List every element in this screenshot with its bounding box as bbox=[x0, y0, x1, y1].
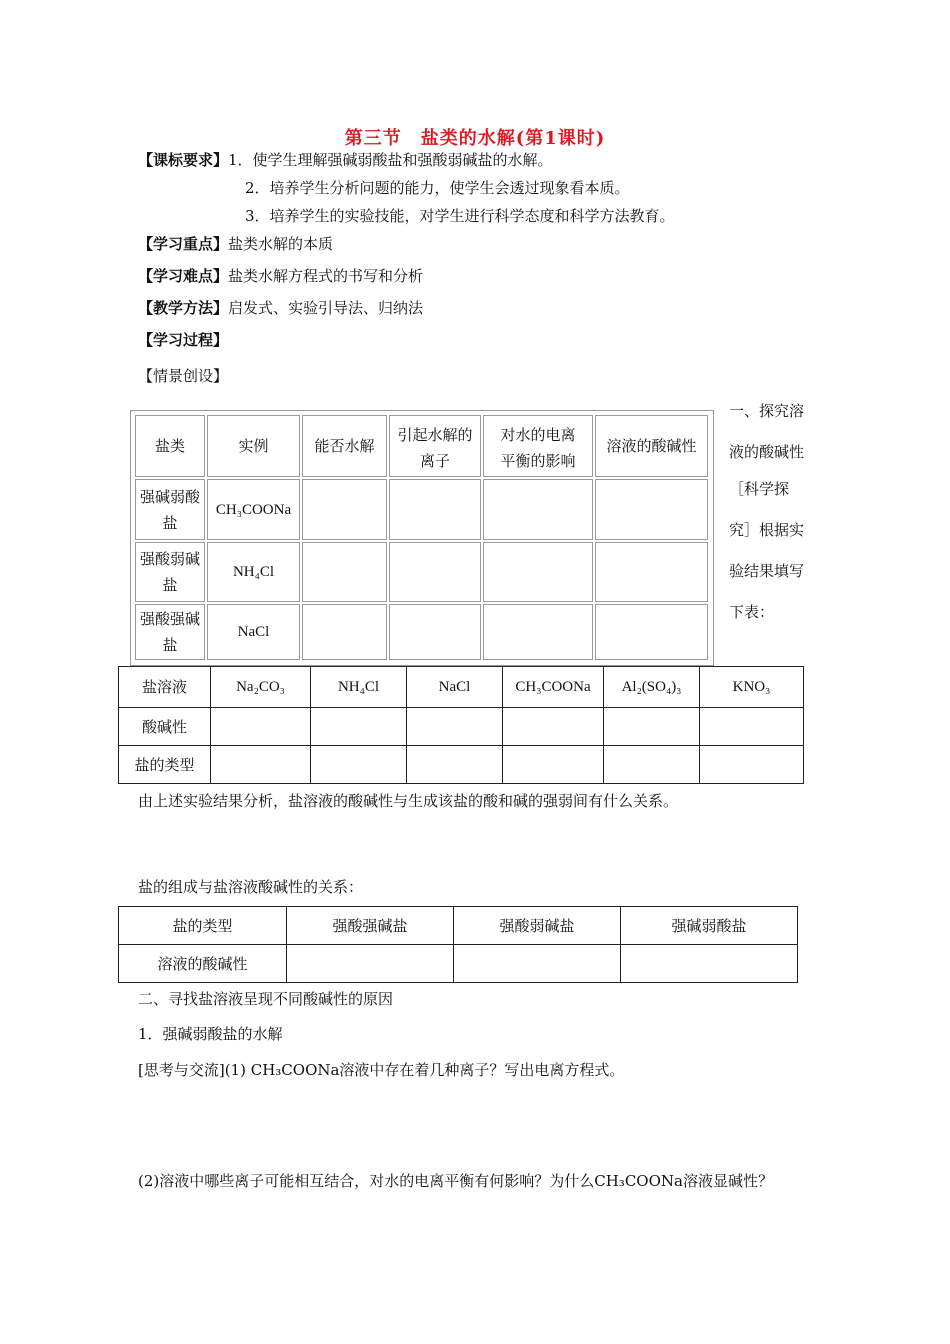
table1-header-cell: 盐类 bbox=[135, 415, 205, 477]
table2-row-label: 酸碱性 bbox=[118, 707, 211, 746]
table3-header-cell: 盐的类型 bbox=[118, 906, 287, 945]
table2-blank-cell[interactable] bbox=[502, 707, 604, 746]
side-text-2: 液的酸碱性 bbox=[729, 443, 805, 461]
focus-label: 【学习重点】 bbox=[138, 235, 229, 253]
table2-blank-cell[interactable] bbox=[310, 745, 407, 784]
method-line bbox=[138, 297, 423, 318]
table2-blank-cell[interactable] bbox=[699, 745, 804, 784]
difficulty-line bbox=[138, 265, 423, 286]
table1-blank-cell[interactable] bbox=[302, 479, 387, 540]
table1-row-example: CH₃COONa bbox=[207, 479, 300, 540]
table1-row-example: NaCl bbox=[207, 604, 300, 660]
table2-header-cell: Na₂CO₃ bbox=[210, 666, 311, 708]
table2-blank-cell[interactable] bbox=[210, 745, 311, 784]
table3-row-label: 溶液的酸碱性 bbox=[118, 944, 287, 983]
page-title: 第三节 盐类的水解(第1课时) bbox=[344, 128, 606, 149]
difficulty-text: 盐类水解方程式的书写和分析 bbox=[228, 267, 424, 285]
table1-blank-cell[interactable] bbox=[483, 542, 593, 602]
analysis-text: 由上述实验结果分析，盐溶液的酸碱性与生成该盐的酸和碱的强弱间有什么关系。 bbox=[138, 792, 679, 810]
requirements-line1 bbox=[138, 149, 553, 170]
table2-blank-cell[interactable] bbox=[699, 707, 804, 746]
focus-line bbox=[138, 233, 333, 254]
method-text: 启发式、实验引导法、归纳法 bbox=[228, 299, 424, 317]
table1-blank-cell[interactable] bbox=[595, 542, 708, 602]
table2-header-cell: NaCl bbox=[406, 666, 503, 708]
relation-text: 盐的组成与盐溶液酸碱性的关系： bbox=[138, 878, 364, 896]
table1-row-type: 强酸强碱盐 bbox=[135, 604, 205, 660]
table1-blank-cell[interactable] bbox=[483, 604, 593, 660]
process-label: 【学习过程】 bbox=[138, 331, 229, 349]
salt-type-table bbox=[130, 410, 714, 666]
side-text-4: 究］根据实 bbox=[729, 521, 805, 539]
table3-header-cell: 强酸强碱盐 bbox=[286, 906, 454, 945]
table2-header-cell: CH₃COONa bbox=[502, 666, 604, 708]
table1-header-cell: 引起水解的离子 bbox=[389, 415, 481, 477]
table1-blank-cell[interactable] bbox=[389, 479, 481, 540]
question-1: [思考与交流](1) CH₃COONa溶液中存在着几种离子？写出电离方程式。 bbox=[138, 1061, 625, 1079]
table2-header-cell: KNO₃ bbox=[699, 666, 804, 708]
table3-header-cell: 强酸弱碱盐 bbox=[453, 906, 621, 945]
table2-blank-cell[interactable] bbox=[406, 707, 503, 746]
table1-blank-cell[interactable] bbox=[595, 604, 708, 660]
side-text-6: 下表： bbox=[729, 603, 775, 621]
table2-blank-cell[interactable] bbox=[406, 745, 503, 784]
table3-blank-cell[interactable] bbox=[453, 944, 621, 983]
table1-blank-cell[interactable] bbox=[483, 479, 593, 540]
table2-header-cell: NH₄Cl bbox=[310, 666, 407, 708]
side-text-3: ［科学探 bbox=[729, 480, 790, 498]
table1-row-type: 强酸弱碱盐 bbox=[135, 542, 205, 602]
requirement-item-2: 2．培养学生分析问题的能力，使学生会透过现象看本质。 bbox=[245, 179, 630, 197]
table1-row-type: 强碱弱酸盐 bbox=[135, 479, 205, 540]
table1-blank-cell[interactable] bbox=[302, 604, 387, 660]
table1-blank-cell[interactable] bbox=[389, 542, 481, 602]
table2-blank-cell[interactable] bbox=[603, 707, 700, 746]
table1-row-example: NH₄Cl bbox=[207, 542, 300, 602]
table2-header-cell: Al₂(SO₄)₃ bbox=[603, 666, 700, 708]
table2-row-label: 盐的类型 bbox=[118, 745, 211, 784]
method-label: 【教学方法】 bbox=[138, 299, 229, 317]
table2-blank-cell[interactable] bbox=[210, 707, 311, 746]
question-2: (2)溶液中哪些离子可能相互结合，对水的电离平衡有何影响？为什么CH₃COONa溶液显碱性？ bbox=[138, 1172, 773, 1190]
table1-header-cell: 能否水解 bbox=[302, 415, 387, 477]
table2-blank-cell[interactable] bbox=[502, 745, 604, 784]
subsection1-heading: 1．强碱弱酸盐的水解 bbox=[138, 1025, 283, 1043]
section2-heading: 二、寻找盐溶液呈现不同酸碱性的原因 bbox=[138, 990, 394, 1008]
side-text-1: 一、探究溶 bbox=[729, 402, 805, 420]
table1-header-cell: 对水的电离平衡的影响 bbox=[483, 415, 593, 477]
table1-blank-cell[interactable] bbox=[302, 542, 387, 602]
table2-blank-cell[interactable] bbox=[310, 707, 407, 746]
difficulty-label: 【学习难点】 bbox=[138, 267, 229, 285]
requirements-label: 【课标要求】 bbox=[138, 151, 229, 169]
requirement-item-3: 3．培养学生的实验技能，对学生进行科学态度和科学方法教育。 bbox=[245, 207, 675, 225]
scenario-label: 【情景创设】 bbox=[138, 367, 229, 385]
requirement-item-1: 1．使学生理解强碱弱酸盐和强酸弱碱盐的水解。 bbox=[228, 151, 553, 169]
table2-header-cell: 盐溶液 bbox=[118, 666, 211, 708]
table1-header-cell: 溶液的酸碱性 bbox=[595, 415, 708, 477]
table3-blank-cell[interactable] bbox=[286, 944, 454, 983]
focus-text: 盐类水解的本质 bbox=[228, 235, 334, 253]
table2-blank-cell[interactable] bbox=[603, 745, 700, 784]
side-text-5: 验结果填写 bbox=[729, 562, 805, 580]
table1-blank-cell[interactable] bbox=[389, 604, 481, 660]
table3-blank-cell[interactable] bbox=[620, 944, 798, 983]
table3-header-cell: 强碱弱酸盐 bbox=[620, 906, 798, 945]
table1-header-cell: 实例 bbox=[207, 415, 300, 477]
table1-blank-cell[interactable] bbox=[595, 479, 708, 540]
